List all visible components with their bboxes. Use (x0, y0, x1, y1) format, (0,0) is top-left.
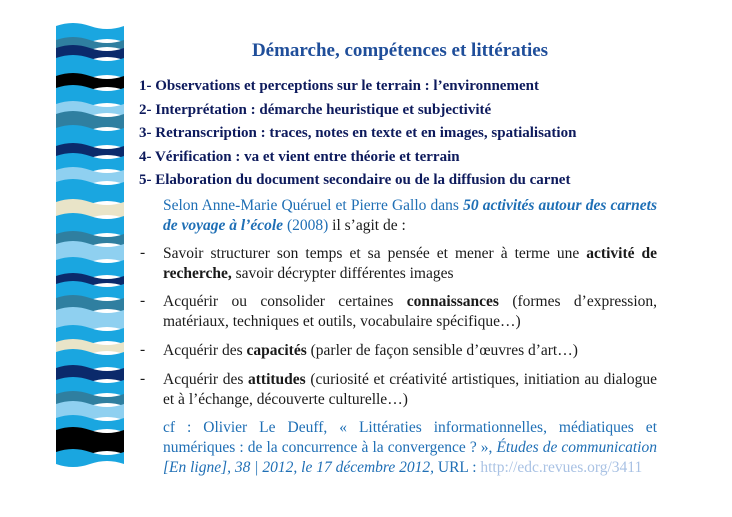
bullet-keyword: attitudes (248, 371, 306, 388)
steps-list (139, 75, 699, 193)
intro-paragraph (163, 196, 657, 236)
bullet-text: Acquérir des (163, 371, 248, 388)
bullet-item (163, 292, 657, 332)
step-3: 3- Retranscription : traces, notes en texte et en images, spatialisation (139, 125, 577, 141)
bullet-text: Acquérir ou consolider certaines (163, 293, 407, 310)
slide-title: Démarche, compétences et littératies (251, 40, 549, 61)
bullet-dash: - (140, 292, 146, 309)
bullet-item (163, 244, 657, 284)
intro-year: (2008) (283, 217, 329, 234)
bullet-text: (formes d’expression, matériaux, techniques et outils, vocabulaire spécifique…) (163, 293, 657, 330)
bullet-dash: - (140, 370, 146, 387)
step-4: 4- Vérification : va et vient entre théorie et terrain (139, 148, 460, 165)
bullet-keyword: capacités (246, 342, 307, 359)
stripe-pattern (56, 23, 124, 493)
step-2: 2- Interprétation : démarche heuristique et subjectivité (139, 101, 492, 118)
bullet-text: Savoir structurer son temps et sa pensée et mener à terme une (163, 245, 587, 262)
bullet-item (163, 370, 657, 410)
bullet-item (163, 341, 657, 361)
bullet-text: Acquérir des (163, 342, 247, 359)
bullet-dash: - (140, 244, 146, 261)
reference-lead: cf : Olivier Le Deuff, « Littératies informationnelles, médiatiques et numériques : de la concurrence à la convergence ? », (163, 419, 657, 456)
bullet-keyword: connaissances (406, 293, 499, 310)
reference-paragraph (163, 418, 657, 478)
step-5: 5- Elaboration du document secondaire ou de la diffusion du carnet (139, 172, 571, 188)
bullet-text: (curiosité et créativité artistiques, initiation au dialogue et à l’échange, découverte culturelle…) (163, 371, 657, 408)
url-label: URL : (434, 459, 481, 476)
bullet-dash: - (140, 341, 146, 358)
bullet-text: (parler de façon sensible d’œuvres d’art…) (306, 342, 578, 359)
decorative-stripe-bar (56, 23, 124, 493)
bullet-text: savoir décrypter différentes images (231, 265, 454, 282)
step-1: 1- Observations et perceptions sur le terrain : l’environnement (139, 78, 539, 94)
book-title: 50 activités autour des carnets de voyage à l’école (163, 197, 657, 234)
journal-citation: Études de communication [En ligne], 38 | 2012, le 17 décembre 2012, (163, 439, 657, 476)
reference-url-link[interactable]: http://edc.revues.org/3411 (480, 459, 643, 476)
intro-tail: il s’agit de : (328, 217, 406, 234)
bullet-keyword: activité de recherche, (163, 245, 658, 282)
intro-lead: Selon Anne-Marie Quéruel et Pierre Gallo dans (163, 197, 464, 214)
